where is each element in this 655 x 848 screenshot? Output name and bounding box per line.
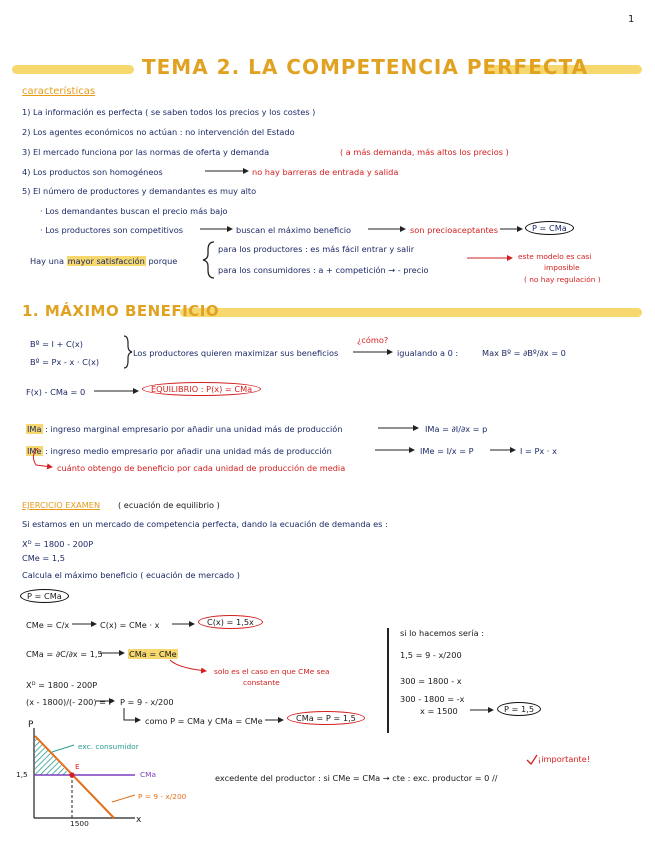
maximize-text: Los productores quieren maximizar sus beneficios [133, 348, 339, 358]
model-note-1: este modelo es casi [518, 252, 592, 261]
cme-value: CMe = 1,5 [22, 553, 65, 563]
ime-tag: IMe [27, 446, 42, 456]
model-note-2: imposible [544, 263, 580, 272]
graph-demand-label: P = 9 - x/200 [138, 792, 187, 801]
ime-note: cuánto obtengo de beneficio por cada unidad de producción de media [57, 463, 346, 473]
characteristic-sub-b: · Los productores son competitivos [40, 225, 183, 235]
characteristic-item-5: 5) El número de productores y demandantes es muy alto [22, 186, 257, 196]
page-title: TEMA 2. LA COMPETENCIA PERFECTA [142, 55, 589, 79]
graph-demand-arrow [112, 795, 135, 802]
max-profit-formula: Max Bº = ∂Bº/∂x = 0 [482, 348, 566, 358]
graph-x-tick: 1500 [70, 819, 89, 828]
characteristic-sub-b-mid: buscan el máximo beneficio [236, 225, 351, 235]
characteristic-item-4-note: no hay barreras de entrada y salida [252, 167, 399, 177]
step4-result-oval: CMa = P = 1,5 [287, 711, 365, 725]
step1-cme: CMe = C/x [26, 620, 70, 630]
exercise-ask: Calcula el máximo beneficio ( ecuación de mercado ) [22, 570, 240, 580]
satisfaction-pre: Hay una [30, 256, 65, 266]
page-number: 1 [628, 14, 635, 25]
step2-cma: CMa = ∂C/∂x = 1,5 [26, 649, 103, 659]
graph-x-label: x [136, 815, 142, 825]
graph-exc-label: exc. consumidor [78, 742, 139, 751]
right-calc-result-oval: P = 1,5 [497, 702, 541, 716]
step1-cx: C(x) = CMe · x [100, 620, 160, 630]
step4-text: como P = CMa y CMa = CMe [145, 716, 263, 726]
brace-satisfaction [203, 242, 214, 278]
equilibrium-oval: EQUILIBRIO : P(x) = CMa [142, 382, 261, 396]
arrow-ime-note [33, 448, 52, 467]
brace-line-producers: para los productores : es más fácil entrar y salir [218, 244, 415, 254]
right-calc-2: 1,5 = 9 - x/200 [400, 650, 462, 660]
right-calc-4: 300 - 1800 = -x [400, 694, 465, 704]
satisfaction-highlight: mayor satisfacción [67, 256, 145, 266]
ima-formula: IMa = ∂I/∂x = p [425, 424, 488, 434]
characteristic-item-2: 2) Los agentes económicos no actúan : no intervención del Estado [22, 127, 295, 137]
exercise-statement: Si estamos en un mercado de competencia perfecta, dando la ecuación de demanda es : [22, 519, 388, 529]
exercise-heading: EJERCICIO EXAMEN [22, 500, 101, 510]
right-calc-3: 300 = 1800 - x [400, 676, 462, 686]
graph-y-tick: 1,5 [16, 770, 28, 779]
satisfaction-post: porque [148, 256, 178, 266]
profit-eq-2: Bº = Px - x · C(x) [30, 357, 100, 367]
step2-note-1: solo es el caso en que CMe sea [214, 667, 330, 676]
ima-text: : ingreso marginal empresario por añadir una unidad más de producción [45, 424, 343, 434]
characteristic-item-1: 1) La información es perfecta ( se saben todos los precios y los costes ) [22, 107, 316, 117]
graph-p-label: P [28, 720, 34, 730]
p-equals-cma-circle: P = CMa [525, 221, 574, 235]
brace-line-consumers: para los consumidores : a + competición → - precio [218, 265, 429, 275]
profit-eq-1: Bº = I + C(x) [30, 339, 83, 349]
exercise-heading-note: ( ecuación de equilibrio ) [118, 500, 220, 510]
important-note: ¡importante! [538, 754, 591, 764]
producer-surplus: excedente del productor : si CMe = CMa → cte : exc. productor = 0 // [215, 773, 498, 783]
brace-profit [124, 336, 132, 368]
step1-result-oval: C(x) = 1,5x [198, 615, 263, 629]
right-calc-5: x = 1500 [420, 706, 458, 716]
graph-demand-line [35, 736, 114, 818]
characteristic-item-3: 3) El mercado funciona por las normas de oferta y demanda [22, 147, 270, 157]
ime-formula: IMe = I/x = P [420, 446, 474, 456]
p-cma-oval: P = CMa [20, 589, 69, 603]
section1-heading: 1. MÁXIMO BENEFICIO [22, 302, 220, 320]
equal-zero: igualando a 0 : [397, 348, 459, 358]
important-tick [527, 755, 537, 764]
step2-result-hl: CMa = CMe [129, 649, 177, 659]
arrow-step2-note [170, 660, 206, 671]
demand-equation: Xᴰ = 1800 - 200P [22, 539, 94, 549]
characteristic-item-4: 4) Los productos son homogéneos [22, 167, 163, 177]
characteristic-item-3-note: ( a más demanda, más altos los precios ) [340, 147, 509, 157]
fx-equation: F(x) - CMa = 0 [26, 387, 86, 397]
graph-exc-arrow [52, 745, 74, 752]
right-calc-1: si lo hacemos sería : [400, 628, 484, 638]
graph-eq-point [69, 772, 74, 777]
characteristics-heading: características [22, 86, 96, 97]
step2-note-2: constante [243, 678, 280, 687]
graph-cma-label: CMa [140, 770, 157, 779]
characteristic-sub-a: · Los demandantes buscan el precio más bajo [40, 206, 228, 216]
ime-result: I = Px · x [520, 446, 557, 456]
how-label: ¿cómo? [357, 335, 389, 345]
step3-demand: Xᴰ = 1800 - 200P [26, 680, 98, 690]
characteristic-sub-b-end: son precioaceptantes [410, 225, 498, 235]
ima-tag: IMa [27, 424, 42, 434]
step3-price: P = 9 - x/200 [120, 697, 174, 707]
ime-text: : ingreso medio empresario por añadir una unidad más de producción [45, 446, 332, 456]
arrow-step4 [124, 708, 140, 720]
step3-solve: (x - 1800)/(- 200) = P [26, 697, 114, 707]
model-note-3: ( no hay regulación ) [524, 275, 601, 284]
graph-equilibrium-label: E [75, 762, 80, 771]
